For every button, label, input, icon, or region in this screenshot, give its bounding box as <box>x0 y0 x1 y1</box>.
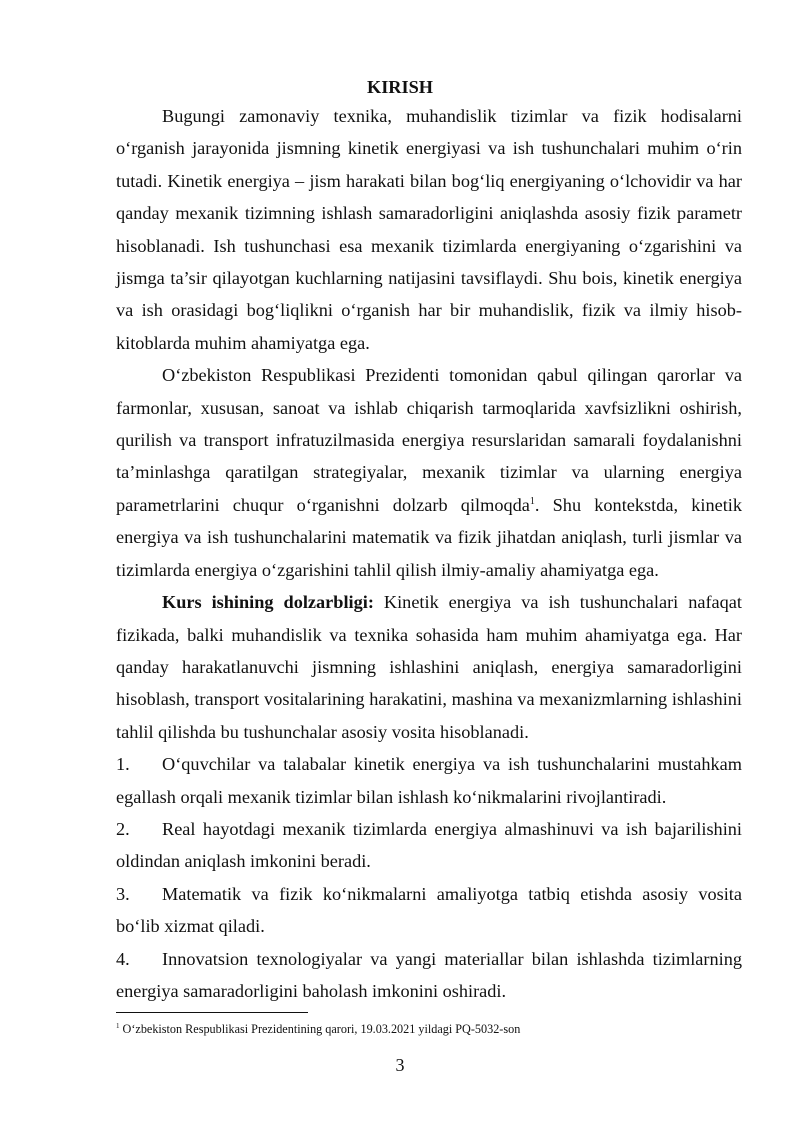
relevance-heading: Kurs ishining dolzarbligi: <box>162 592 374 613</box>
intro-paragraph: Bugungi zamonaviy texnika, muhandislik tizimlar va fizik hodisalarni o‘rganish jarayonida jismning kinetik energiyasi va ish tushunchalari muhim o‘rin tutadi. Kinetik energiya – jism harakati bilan bog‘liq energiyaning o‘lchovidir va har qanday mexanik tizimning ishlash samaradorligini aniqlashda asosiy fizik parametr hisoblanadi. Ish tushunchasi esa mexanik tizimlarda energiyaning o‘zgarishini va jismga ta’sir qilayotgan kuchlarning natijasini tavsiflaydi. Shu bois, kinetik energiya va ish orasidagi bog‘liqlikni o‘rganish har bir muhandislik, fizik va ilmiy hisob-kitoblarda muhim ahamiyatga ega. <box>116 106 742 353</box>
list-number: 2. <box>116 818 130 839</box>
footnote-divider <box>116 1012 308 1013</box>
list-item <box>116 813 742 878</box>
list-number: 3. <box>116 883 130 904</box>
list-item <box>116 878 742 943</box>
body-text <box>116 100 742 1007</box>
list-text: Matematik va fizik ko‘nikmalarni amaliyotga tatbiq etishda asosiy vosita bo‘lib xizmat qiladi. <box>116 883 742 937</box>
context-text: O‘zbekiston Respublikasi Prezidenti tomonidan qabul qilingan qarorlar va farmonlar, xususan, sanoat va ishlab chiqarish tarmoqlarida xavfsizlikni oshirish, qurilish va transport infratuzilmasida energiya resurslaridan samarali foydalanishni ta’minlashga qaratilgan strategiyalar, mexanik tizimlar va ularning energiya parametrlarini chuqur o‘rganishni dolzarb qilmoqda <box>116 365 742 515</box>
footnote-marker: 1 <box>116 1021 120 1030</box>
footnote <box>116 1021 742 1037</box>
relevance-paragraph <box>116 586 742 748</box>
section-title: KIRISH <box>366 77 434 97</box>
footnote-text: O‘zbekiston Respublikasi Prezidentining qarori, 19.03.2021 yildagi PQ-5032-son <box>122 1022 521 1036</box>
page-number: 3 <box>395 1055 405 1075</box>
list-item <box>116 748 742 813</box>
relevance-text: Kinetik energiya va ish tushunchalari nafaqat fizikada, balki muhandislik va texnika sohasida ham muhim ahamiyatga ega. Har qanday harakatlanuvchi jismning ishlashini aniqlash, energiya samaradorligini hisoblash, transport vositalarining harakatini, mashina va mexanizmlarning ishlashini tahlil qilishda bu tushunchalar asosiy vosita hisoblanadi. <box>116 592 742 742</box>
context-continuation: Shu kontekstda, kinetik energiya va ish tushunchalarini matematik va fizik jihatdan aniqlash, turli jismlar va tizimlarda energiya o‘zgarishini tahlil qilish ilmiy-amaliy ahamiyatga ega. <box>116 494 743 580</box>
list-number: 4. <box>116 948 130 969</box>
list-text: Innovatsion texnologiyalar va yangi materiallar bilan ishlashda tizimlarning energiya samaradorligini baholash imkonini oshiradi. <box>116 948 742 1001</box>
footnote-reference[interactable]: 1 <box>529 495 535 507</box>
list-text: O‘quvchilar va talabalar kinetik energiya va ish tushunchalarini mustahkam egallash orqali mexanik tizimlar bilan ishlash ko‘nikmalarini rivojlantiradi. <box>116 754 742 807</box>
context-paragraph: O‘zbekiston Respublikasi Prezidenti tomonidan qabul qilingan qarorlar va farmonlar, xususan, sanoat va ishlab chiqarish tarmoqlarida xavfsizlikni oshirish, qurilish va transport infratuzilmasida energiya resurslaridan samarali foydalanishni ta’minlashga qaratilgan strategiyalar, mexanik tizimlar va ularning energiya parametrlarini chuqur o‘rganishni dolzarb qilmoqda$^1$. Shu kontekstda, kinetik energiya va ish tushunchalarini matematik va fizik jihatdan aniqlash, turli jismlar va tizimlarda energiya o‘zgarishini tahlil qilish ilmiy-amaliy ahamiyatga ega. <box>116 365 743 580</box>
list-number: 1. <box>116 754 130 775</box>
list-text: Real hayotdagi mexanik tizimlarda energiya almashinuvi va ish bajarilishini oldindan aniqlash imkonini beradi. <box>116 818 742 872</box>
list-item <box>116 943 742 1008</box>
